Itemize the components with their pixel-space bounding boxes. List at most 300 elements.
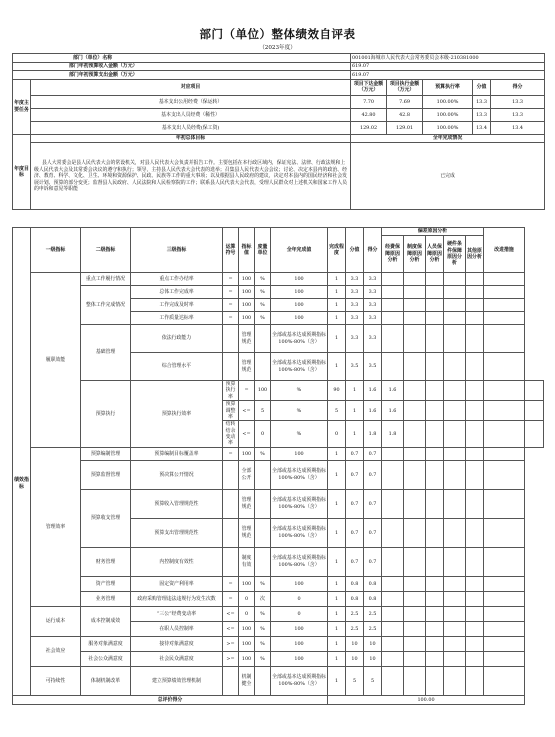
task-header-row [13, 79, 545, 95]
indicator-val: 100 [239, 299, 255, 312]
indicator-row [13, 381, 544, 401]
indicator-score: 3.3 [346, 325, 364, 353]
indicator-score: 10 [346, 636, 364, 651]
indicator-val: 100 [255, 381, 271, 401]
col-unit: 度量单位 [255, 228, 271, 273]
indicator-val: 0 [255, 421, 271, 448]
indicator-actual: 5 [328, 401, 346, 421]
deviation-cell [404, 636, 426, 651]
indicator-row [13, 273, 544, 286]
indicator-ratio: 1 [328, 547, 346, 576]
dept-label: 部门（单位）名称 [13, 54, 351, 63]
indicator-got: 3.3 [364, 286, 382, 299]
indicator-l3: 社会民众满意度 [131, 651, 223, 666]
task-rate: 100.00% [423, 121, 473, 134]
task-row [13, 108, 545, 121]
indicator-row [13, 591, 544, 606]
deviation-cell [382, 353, 404, 381]
goal-col-done: 全年完成情况 [351, 134, 545, 143]
deviation-cell [466, 576, 484, 591]
deviation-cell [444, 666, 466, 695]
indicator-actual: 100 [271, 576, 328, 591]
indicator-ratio: 1 [346, 401, 364, 421]
deviation-cell [444, 353, 466, 381]
deviation-cell [404, 591, 426, 606]
indicator-actual: 全部或基本达成预期指标100%-80%（含） [271, 353, 328, 381]
deviation-cell [426, 312, 444, 325]
indicator-val: 100 [239, 636, 255, 651]
indicator-actual: 0 [328, 421, 346, 448]
improvement-cell [484, 621, 525, 636]
col-dev-system: 制度保障原因分析 [404, 236, 426, 273]
indicator-op: <= [223, 621, 239, 636]
indicator-l3: 依法行政能力 [131, 325, 223, 353]
indicator-op [223, 325, 239, 353]
indicator-level2: 基础管理 [81, 325, 131, 381]
task-col-budget: 项目下达金额（万元） [351, 79, 387, 95]
improvement-cell [484, 460, 525, 489]
indicator-got: 3.3 [364, 312, 382, 325]
col-improvement: 改进措施 [484, 228, 525, 273]
indicator-val: 管理规范 [239, 518, 255, 547]
indicator-score: 2.5 [346, 621, 364, 636]
deviation-cell [382, 666, 404, 695]
col-dev-other: 其他原因分析 [466, 236, 484, 273]
deviation-cell [466, 591, 484, 606]
deviation-cell [382, 576, 404, 591]
indicator-ratio: 1 [328, 651, 346, 666]
indicator-ratio: 1 [328, 606, 346, 621]
indicator-val: 全部公开 [239, 460, 255, 489]
indicator-unit: % [255, 651, 271, 666]
deviation-cell [484, 401, 525, 421]
deviation-cell [444, 460, 466, 489]
deviation-cell [404, 666, 426, 695]
col-ratio: 完成程度 [328, 228, 346, 273]
deviation-cell [466, 381, 484, 401]
deviation-cell [426, 651, 444, 666]
indicator-got: 0.7 [364, 547, 382, 576]
indicator-score: 0.8 [346, 591, 364, 606]
indicator-op: <= [239, 401, 255, 421]
indicator-level2: 社会公众满意度 [81, 651, 131, 666]
improvement-cell [484, 299, 525, 312]
indicator-l3: “三公”经费变动率 [131, 606, 223, 621]
indicator-level2: 资产管理 [81, 576, 131, 591]
indicator-ratio: 1 [328, 666, 346, 695]
deviation-cell [382, 447, 404, 460]
indicator-op: = [223, 576, 239, 591]
indicator-level2: 预算监督管理 [81, 460, 131, 489]
task-score: 13.3 [473, 95, 491, 108]
indicator-val: 100 [239, 576, 255, 591]
task-exec: 129.01 [387, 121, 423, 134]
improvement-cell [484, 636, 525, 651]
indicator-op: = [223, 273, 239, 286]
deviation-cell [404, 576, 426, 591]
indicator-val: 管理规范 [239, 325, 255, 353]
improvement-cell [484, 447, 525, 460]
indicator-op [223, 353, 239, 381]
indicator-ratio: 1 [328, 576, 346, 591]
expense-row [13, 71, 545, 80]
task-item: 基本支出人员经费(保工资) [31, 121, 351, 134]
indicator-val: 制度有效 [239, 547, 255, 576]
indicator-ratio: 1 [328, 273, 346, 286]
deviation-cell [382, 591, 404, 606]
deviation-cell [404, 273, 426, 286]
total-label: 总评价得分 [13, 695, 328, 704]
improvement-cell [484, 576, 525, 591]
col-dev-funds: 经费保障原因分析 [382, 236, 404, 273]
indicator-got: 0.8 [364, 576, 382, 591]
indicator-l3: 固定资产利用率 [131, 576, 223, 591]
improvement-cell [484, 518, 525, 547]
indicator-op [223, 547, 239, 576]
improvement-cell [525, 421, 544, 448]
deviation-cell [426, 576, 444, 591]
annual-goal-label: 年度目标 [13, 134, 31, 210]
performance-table [12, 227, 544, 705]
col-deviation: 偏差原因分析 [382, 228, 484, 236]
goal-row [13, 143, 545, 210]
deviation-cell [426, 447, 444, 460]
deviation-cell [466, 421, 484, 448]
total-value: 100.00 [328, 695, 525, 704]
indicator-actual: 100 [271, 273, 328, 286]
task-exec: 7.69 [387, 95, 423, 108]
dept-value: 001001海城市人民代表大会常务委员会本级-210381000 [351, 54, 545, 63]
deviation-cell [466, 666, 484, 695]
indicator-actual: 全部或基本达成预期指标100%-80%（含） [271, 666, 328, 695]
indicator-got: 10 [364, 636, 382, 651]
deviation-cell [382, 518, 404, 547]
indicator-score: 1.6 [364, 381, 382, 401]
task-col-exec: 项目执行金额（万元） [387, 79, 423, 95]
task-col-got: 得分 [491, 79, 545, 95]
indicator-got: 3.3 [364, 273, 382, 286]
deviation-cell [466, 636, 484, 651]
indicator-got: 10 [364, 651, 382, 666]
col-score: 分值 [346, 228, 364, 273]
indicator-level1: 可持续性 [31, 666, 81, 695]
deviation-cell [382, 636, 404, 651]
indicator-val: 机制健全 [239, 666, 255, 695]
indicator-got: 2.5 [364, 606, 382, 621]
indicator-actual: 100 [271, 447, 328, 460]
indicator-ratio: 1 [328, 460, 346, 489]
indicator-level1: 履职效能 [31, 273, 81, 448]
indicator-val: 100 [239, 651, 255, 666]
col-level3: 三级指标 [131, 228, 223, 273]
deviation-cell [466, 606, 484, 621]
deviation-cell [426, 666, 444, 695]
deviation-cell [466, 286, 484, 299]
indicator-unit [255, 518, 271, 547]
indicator-actual: 0 [271, 606, 328, 621]
indicator-unit [255, 666, 271, 695]
improvement-cell [484, 273, 525, 286]
indicator-val: 100 [239, 273, 255, 286]
task-budget: 129.02 [351, 121, 387, 134]
indicator-op: = [239, 381, 255, 401]
indicator-op: = [223, 286, 239, 299]
indicator-score: 3.3 [346, 299, 364, 312]
deviation-cell [382, 651, 404, 666]
deviation-cell [426, 547, 444, 576]
indicator-got: 0.8 [364, 591, 382, 606]
indicator-level1: 运行成本 [31, 606, 81, 636]
indicator-unit: % [255, 273, 271, 286]
task-item: 基本支出人员经费（稀性） [31, 108, 351, 121]
indicator-ratio: 1 [328, 312, 346, 325]
indicator-score: 0.7 [346, 460, 364, 489]
deviation-cell [404, 401, 426, 421]
indicator-score: 2.5 [346, 606, 364, 621]
deviation-cell [444, 401, 466, 421]
indicator-level2: 体制机制改革 [81, 666, 131, 695]
indicator-l3: 预决算公开情况 [131, 460, 223, 489]
deviation-cell [426, 273, 444, 286]
indicator-row [13, 325, 544, 353]
indicator-op: = [223, 591, 239, 606]
task-item: 基本支出公用经费（保运转） [31, 95, 351, 108]
improvement-cell [484, 666, 525, 695]
indicator-actual: 100 [271, 651, 328, 666]
col-actual: 全年完成值 [271, 228, 328, 273]
indicator-actual: 100 [271, 286, 328, 299]
summary-table [12, 53, 545, 210]
indicator-ratio: 1 [328, 325, 346, 353]
deviation-cell [426, 636, 444, 651]
indicator-level1: 管理效率 [31, 447, 81, 606]
indicator-op: = [223, 299, 239, 312]
deviation-cell [404, 299, 426, 312]
annual-task-label: 年度主要任务 [13, 79, 31, 134]
improvement-cell [484, 489, 525, 518]
indicator-op: >= [223, 636, 239, 651]
indicator-actual: 100 [271, 636, 328, 651]
income-row [13, 62, 545, 71]
col-dev-staff: 人员保障原因分析 [426, 236, 444, 273]
deviation-cell [404, 353, 426, 381]
indicator-got: 3.5 [364, 353, 382, 381]
indicator-unit: % [255, 447, 271, 460]
task-score: 13.4 [473, 121, 491, 134]
task-row [13, 121, 545, 134]
deviation-cell [404, 518, 426, 547]
indicator-l3: 预算执行率 [223, 381, 239, 401]
indicator-row [13, 576, 544, 591]
deviation-cell [382, 489, 404, 518]
deviation-cell [426, 421, 444, 448]
deviation-cell [444, 421, 466, 448]
indicator-row [13, 651, 544, 666]
deviation-cell [444, 286, 466, 299]
deviation-cell [444, 606, 466, 621]
indicator-score: 5 [346, 666, 364, 695]
indicator-l3: 接待对象满意度 [131, 636, 223, 651]
improvement-cell [484, 591, 525, 606]
improvement-cell [484, 325, 525, 353]
indicator-ratio: 1 [328, 591, 346, 606]
indicator-unit: % [255, 606, 271, 621]
indicator-unit [255, 353, 271, 381]
deviation-cell [382, 606, 404, 621]
deviation-cell [484, 381, 525, 401]
deviation-cell [444, 299, 466, 312]
col-dev-hardware: 硬件条件保障原因分析 [444, 236, 466, 273]
improvement-cell [484, 606, 525, 621]
indicator-got: 1.6 [382, 381, 404, 401]
indicator-l3: 预算收入管理规范性 [131, 489, 223, 518]
deviation-cell [382, 273, 404, 286]
deviation-cell [426, 325, 444, 353]
task-got: 13.4 [491, 121, 545, 134]
indicator-ratio: 1 [328, 489, 346, 518]
task-row [13, 95, 545, 108]
deviation-cell [444, 273, 466, 286]
indicator-got: 2.5 [364, 621, 382, 636]
deviation-cell [466, 621, 484, 636]
deviation-cell [444, 651, 466, 666]
indicator-actual: 100 [271, 312, 328, 325]
deviation-cell [404, 489, 426, 518]
indicator-l3: 内控制度有效性 [131, 547, 223, 576]
deviation-cell [444, 381, 466, 401]
indicator-unit: % [255, 636, 271, 651]
deviation-cell [484, 421, 525, 448]
indicator-score: 0.7 [346, 447, 364, 460]
deviation-cell [404, 460, 426, 489]
indicator-got: 3.3 [364, 299, 382, 312]
improvement-cell [484, 286, 525, 299]
deviation-cell [466, 518, 484, 547]
deviation-cell [444, 576, 466, 591]
indicator-val: 100 [239, 312, 255, 325]
indicator-row [13, 666, 544, 695]
task-got: 13.3 [491, 95, 545, 108]
deviation-cell [404, 286, 426, 299]
col-level1: 一级指标 [31, 228, 81, 273]
indicator-unit: % [255, 299, 271, 312]
performance-section-label: 绩效指标 [13, 273, 31, 696]
indicator-level2: 服务对象满意度 [81, 636, 131, 651]
dept-row [13, 54, 545, 63]
deviation-cell [426, 606, 444, 621]
indicator-op [223, 489, 239, 518]
indicator-level1: 社会效应 [31, 636, 81, 666]
indicator-score: 0.7 [346, 518, 364, 547]
indicator-val: 100 [239, 621, 255, 636]
deviation-cell [466, 447, 484, 460]
deviation-cell [444, 636, 466, 651]
indicator-got: 5 [364, 666, 382, 695]
deviation-cell [466, 273, 484, 286]
indicator-l3: 预算编制目标覆盖率 [131, 447, 223, 460]
task-col-item: 对应项目 [31, 79, 351, 95]
indicator-l3: 工作质量达标率 [131, 312, 223, 325]
deviation-cell [426, 286, 444, 299]
indicator-unit: % [271, 421, 328, 448]
deviation-cell [426, 591, 444, 606]
deviation-cell [426, 460, 444, 489]
indicator-level2: 重点工作履行情况 [81, 273, 131, 286]
indicator-unit [255, 460, 271, 489]
deviation-cell [444, 312, 466, 325]
indicator-op: = [223, 312, 239, 325]
deviation-cell [466, 547, 484, 576]
deviation-cell [404, 547, 426, 576]
expense-value: 619.07 [351, 71, 545, 80]
page-title: 部门（单位）整体绩效自评表 [199, 27, 356, 41]
indicator-unit: % [255, 312, 271, 325]
goal-header-row [13, 134, 545, 143]
indicator-op [223, 518, 239, 547]
improvement-cell [484, 547, 525, 576]
indicator-unit: % [255, 576, 271, 591]
deviation-cell [426, 621, 444, 636]
indicator-unit: % [271, 381, 328, 401]
income-label: 部门年初预算收入金额（万元） [13, 62, 351, 71]
indicator-op: <= [223, 606, 239, 621]
deviation-cell [466, 460, 484, 489]
indicator-unit: % [271, 401, 328, 421]
deviation-cell [444, 621, 466, 636]
col-level2: 二级指标 [81, 228, 131, 273]
indicator-level2: 成本控制成效 [81, 606, 131, 636]
col-operator: 运算符号 [223, 228, 239, 273]
perf-header-row [13, 228, 544, 236]
deviation-cell [426, 299, 444, 312]
indicator-val: 0 [239, 591, 255, 606]
indicator-level2: 预算执行效率 [131, 381, 223, 448]
indicator-level2: 财务管理 [81, 547, 131, 576]
indicator-l3: 重点工作办结率 [131, 273, 223, 286]
expense-label: 部门年初预算支出金额（万元） [13, 71, 351, 80]
deviation-cell [382, 460, 404, 489]
indicator-got: 0.7 [364, 518, 382, 547]
task-exec: 42.8 [387, 108, 423, 121]
deviation-cell [382, 299, 404, 312]
deviation-cell [404, 312, 426, 325]
indicator-op [223, 460, 239, 489]
indicator-ratio: 1 [328, 447, 346, 460]
indicator-l3: 建立预算绩效管理机制 [131, 666, 223, 695]
deviation-cell [444, 591, 466, 606]
deviation-cell [426, 518, 444, 547]
indicator-level2: 整体工作完成情况 [81, 286, 131, 325]
indicator-unit [255, 325, 271, 353]
indicator-l3: 综合管理水平 [131, 353, 223, 381]
deviation-cell [466, 353, 484, 381]
improvement-cell [525, 381, 544, 401]
indicator-ratio: 1 [328, 299, 346, 312]
indicator-actual: 0 [271, 591, 328, 606]
deviation-cell [426, 353, 444, 381]
deviation-cell [382, 325, 404, 353]
task-budget: 7.70 [351, 95, 387, 108]
indicator-score: 0.7 [346, 547, 364, 576]
deviation-cell [382, 312, 404, 325]
improvement-cell [484, 312, 525, 325]
indicator-unit: % [255, 286, 271, 299]
indicator-row [13, 547, 544, 576]
indicator-score: 10 [346, 651, 364, 666]
indicator-row [13, 460, 544, 489]
task-col-rate: 预算执行率 [423, 79, 473, 95]
indicator-row [13, 489, 544, 518]
